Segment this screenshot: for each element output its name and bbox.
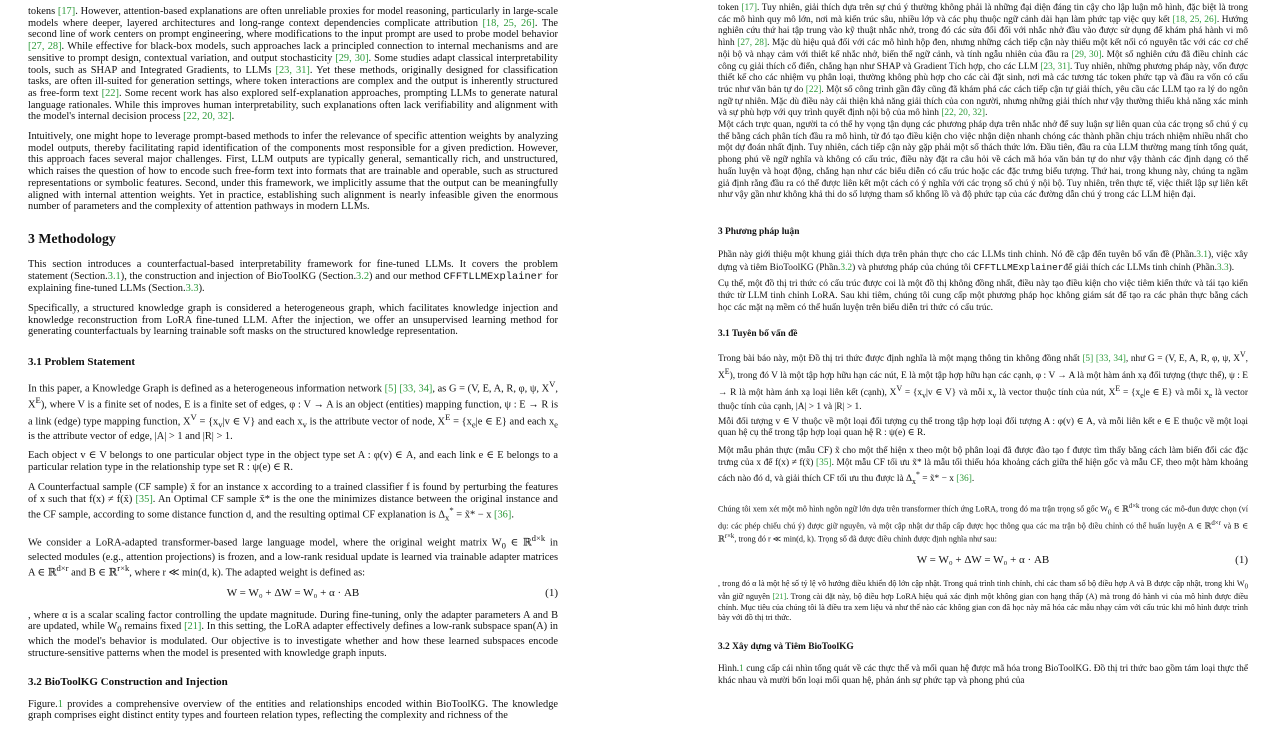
intro-paragraph-1-vi: token [17]. Tuy nhiên, giải thích dựa trên sự chú ý thường không phải là những đại diện đáng tin cậy cho lập luận mô hình, đặc biệt là trong các mô hình quy mô lớn, nơi mà kiến trúc sâu, nhiều lớp và các phụ thuộc ngữ cảnh dài hạn làm phức tạp việc quy kết [18, 25, 26]. Hướng nghiên cứu thứ hai tập trung vào kỹ thuật nhắc nhở, trong đó các sửa đổi đối với nhắc nhở đầu vào được sử dụng để khám phá hành vi mô hình [27, 28]. Mặc dù hiệu quả đối với các mô hình hộp đen, nhưng những cách tiếp cận này thiếu một kết nối có nguyên tắc với các cơ chế nội bộ và nhạy cảm với thiết kế nhắc nhở, biến thể ngữ cảnh, và tính ngẫu nhiên của đầu ra [29, 30]. Một số nghiên cứu đã điều chỉnh các công cụ giải thích cổ điển, chẳng hạn như SHAP và Gradient Tích hợp, cho các LLM [23, 31]. Tuy nhiên, những phương pháp này, vốn được thiết kế cho các nhiệm vụ phân loại, thường không phù hợp cho các cài đặt sinh, nơi mà các tương tác token phức tạp và đầu ra vốn có cấu trúc như văn bản tự do [22]. Một số công trình gần đây cũng đã khám phá các cách tiếp cận tự giải thích, yêu cầu các LLM tạo ra lý do ngôn ngữ tự nhiên. Mặc dù điều này cải thiện khả năng giải thích của con người, nhưng những giải thích như vậy thường thiếu khả năng xác minh và sự phù hợp với quy trình quyết định nội bộ của mô hình [22, 20, 32].	[718, 3, 1248, 119]
equation-1: W = W₀ + ΔW = W₀ + α · AB (1)	[226, 586, 558, 599]
citation-link[interactable]: [5] [33, 34]	[1082, 354, 1126, 365]
method-name-code: CFFTLLMExplainer	[443, 270, 544, 283]
citation-link[interactable]: [22]	[101, 87, 119, 99]
section-heading-methodology-vi: 3 Phương pháp luận	[718, 226, 800, 237]
section-heading-methodology: 3 Methodology	[28, 230, 116, 246]
methodology-paragraph-1-vi: Phần này giới thiệu một khung giải thích dựa trên phản thực cho các LLMs tinh chỉnh. Nó đề cập đến tuyên bố vấn đề (Phần.3.1), việc xây dựng và tiêm BioToolKG (Phần.3.2) và phương pháp của chúng tôi CFFTLLMExplainerđể giải thích các LLMs tinh chỉnh (Phần.3.3).	[718, 249, 1248, 273]
problem-paragraph-4-vi: Chúng tôi xem xét một mô hình ngôn ngữ lớn dựa trên transformer thích ứng LoRA, trong đó ma trận trọng số gốc $W_0$ ∈ ℝ$^{d\times k}$ trong các mô-đun được chọn (ví dụ: các phép chiếu chú ý) được giữ nguyên, và một cập nhật dư thấp cấp được học thông qua các ma trận bộ điều chỉnh có thể huấn luyện A ∈ ℝ$^{d\times r}$ và B ∈ ℝ$^{r\times k}$, trong đó r ≪ min(d, k). Trọng số đã được điều chỉnh được định nghĩa như sau:	[718, 503, 1248, 544]
citation-link[interactable]: [18, 25, 26]	[482, 17, 535, 29]
citation-link[interactable]: [21]	[772, 592, 787, 602]
problem-paragraph-3: A Counterfactual sample (CF sample) x̃ for an instance x according to a trained classifier f is found by perturbing the features of x such that f(x) ≠ f(x̃) [35]. An Optimal CF sample x̃* is the one the minimizes distance between the original instance and the CF sample, according to some distance function d, and the resulting optimal CF explanation is $\Delta_x^*$ = x̃* − x [36].	[28, 481, 558, 523]
section-ref-link[interactable]: 3.2	[356, 270, 370, 282]
citation-link[interactable]: [23, 31]	[1040, 61, 1071, 72]
citation-link[interactable]: [17]	[57, 6, 76, 17]
subsection-heading-problem-statement: 3.1 Problem Statement	[28, 356, 136, 369]
section-ref-link[interactable]: 3.1	[107, 270, 121, 282]
citation-link[interactable]: [27, 28]	[737, 38, 768, 49]
section-ref-link[interactable]: 3.2	[840, 262, 853, 273]
citation-link[interactable]: [23, 31]	[275, 64, 310, 76]
citation-link[interactable]: [29, 30]	[335, 52, 369, 64]
problem-paragraph-1-vi: Trong bài báo này, một Đồ thị tri thức được định nghĩa là một mạng thông tin không đồng nhất [5] [33, 34], như G = (V, E, A, R, φ, ψ, $X^V$, $X^E$), trong đó V là một tập hợp hữu hạn các nút, E là một tập hợp hữu hạn các cạnh, φ : V → A là một hàm ánh xạ đối tượng (thực thể), ψ : E → R là một hàm ánh xạ loại liên kết (cạnh), $X^V = \{x_v|v$ ∈ V} và mỗi $x_v$ là vector thuộc tính của nút, $X^E = \{x_e|e$ ∈ E} và mỗi $x_e$ là vector thuộc tính của cạnh, |A| > 1 và |R| > 1.	[718, 350, 1248, 412]
problem-paragraph-3-vi: Một mẫu phản thực (mẫu CF) x̃ cho một thể hiện x theo một bộ phân loại đã được đào tạo f được tìm thấy bằng cách làm biến đổi các đặc trưng của x để f(x) ≠ f(x̃) [35]. Một mẫu CF tối ưu x̃* là mẫu tối thiểu hóa khoảng cách giữa thể hiện gốc và mẫu CF, theo một hàm khoảng cách nào đó d, và giải thích CF tối ưu thu được là $\Delta_x^*$ = x̃* − x [36].	[718, 445, 1248, 487]
section-ref-link[interactable]: 3.1	[1196, 249, 1208, 260]
method-name-code: CFFTLLMExplainer	[973, 261, 1064, 273]
figure-ref-link[interactable]: 1	[57, 698, 63, 710]
citation-link[interactable]: [22, 20, 32]	[941, 108, 986, 119]
intro-paragraph-2: Intuitively, one might hope to leverage prompt-based methods to infer the relevance of specific attention weights by analyzing model outputs, thereby facilitating rapid identification of the components most responsible for a given prediction. However, this approach faces several major challenges. First, LLM outputs are typically general, semantically rich, and unstructured, which raises the question of how to encode such free-form text into formats that are trainable and operable, such as structured representations or symbolic features. Second, under this framework, we implicitly assume that the output can be meaningfully aligned with internal attention weights. Yet in practice, establishing such alignment is nearly infeasible given the enormous number of parameters and the complexity of attention pathways in modern LLMs.	[28, 131, 558, 213]
section-ref-link[interactable]: 3.3	[185, 283, 199, 295]
subsection-heading-biotoolkg: 3.2 BioToolKG Construction and Injection	[28, 675, 228, 688]
intro-paragraph-1: tokens [17]. However, attention-based explanations are often unreliable proxies for model reasoning, particularly in large-scale models where deeper, layered architectures and long-range context dependencies complicate attribution [18, 25, 26]. The second line of work centers on prompt engineering, where modifications to the input prompt are used to probe model behavior [27, 28]. While effective for black-box models, such approaches lack a principled connection to internal mechanisms and are sensitive to prompt design, contextual variation, and output stochasticity [29, 30]. Some studies adapt classical interpretability tools, such as SHAP and Integrated Gradients, to LLMs [23, 31]. Yet these methods, originally designed for classification tasks, are often ill-suited for generation settings, where token interactions are complex and the output is inherently structured as free-form text [22]. Some recent work has also explored self-explanation approaches, prompting LLMs to generate natural language rationales. While this improves human interpretability, such explanations often lack verifiability and alignment with the model's internal decision process [22, 20, 32].	[28, 6, 558, 123]
equation-1-vi: W = W₀ + ΔW = W₀ + α · AB (1)	[916, 553, 1248, 566]
section-ref-link[interactable]: 3.3	[1216, 262, 1229, 273]
citation-link[interactable]: [18, 25, 26]	[1172, 14, 1217, 25]
methodology-paragraph-2: Specifically, a structured knowledge graph is considered a heterogeneous graph, which facilitates knowledge injection and knowledge reconstruction from LoRA fine-tuned LLM. After the injection, we offer an unsupervised learning method for generating counterfactuals by learning trainable soft masks on the structured knowledge representation.	[28, 303, 558, 338]
citation-link[interactable]: [36]	[494, 509, 512, 521]
subsection-heading-problem-statement-vi: 3.1 Tuyên bố vấn đề	[718, 329, 798, 340]
problem-paragraph-5-vi: , trong đó α là một hệ số tỷ lệ vô hướng điều khiển độ lớn cập nhật. Trong quá trình tinh chỉnh, chỉ các tham số bộ điều hợp A và B được cập nhật, trong khi $W_0$ vẫn giữ nguyên [21]. Trong cài đặt này, bộ điều hợp LoRA hiệu quả xác định một không gian con hạng thấp (A) mà trong đó hành vi của mô hình được điều chỉnh. Mục tiêu của chúng tôi là điều tra xem liệu và như thế nào các không gian con đã học này mã hóa các mẫu nhạy cảm với cấu trúc khi mô hình được trình bày với đồ thị tri thức.	[718, 578, 1248, 622]
citation-link[interactable]: [5] [33, 34]	[384, 383, 433, 395]
english-column	[28, 0, 558, 750]
methodology-paragraph-1: This section introduces a counterfactual-based interpretability framework for fine-tuned LLMs. It covers the problem statement (Section.3.1), the construction and injection of BioToolKG (Section.3.2) and our method CFFTLLMExplainer for explaining fine-tuned LLMs (Section.3.3).	[28, 258, 558, 295]
citation-link[interactable]: [27, 28]	[28, 41, 62, 53]
problem-paragraph-2-vi: Mỗi đối tượng v ∈ V thuộc về một loại đối tượng cụ thể trong tập hợp loại đối tượng A : φ(v) ∈ A, và mỗi liên kết e ∈ E thuộc về một loại quan hệ cụ thể trong tập hợp loại quan hệ R : ψ(e) ∈ R.	[718, 416, 1248, 439]
citation-link[interactable]: [35]	[135, 493, 153, 505]
problem-paragraph-5: , where α is a scalar scaling factor controlling the update magnitude. During fine-tuning, only the adapter parameters A and B are updated, while $W_0$ remains fixed [21]. In this setting, the LoRA adapter effectively defines a low-rank subspace span(A) in which the model's behavior is modulated. Our objective is to investigate whether and how these learned subspaces encode structure-sensitive patterns when the model is presented with knowledge graph inputs.	[28, 609, 558, 659]
citation-link[interactable]: [22, 20, 32]	[183, 111, 232, 123]
problem-paragraph-2: Each object v ∈ V belongs to one particular object type in the object type set A : φ(v) ∈ A, and each link e ∈ E belongs to a particular relation type in the relationship type set R : ψ(e) ∈ R.	[28, 450, 558, 474]
biotoolkg-paragraph-1-vi: Hình.1 cung cấp cái nhìn tổng quát về các thực thể và mối quan hệ được mã hóa trong BioToolKG. Đồ thị tri thức bao gồm tám loại thực thể khác nhau và mười bốn loại mối quan hệ, phản ánh sự phức tạp và phong phú của	[718, 663, 1248, 686]
citation-link[interactable]: [36]	[956, 474, 972, 485]
equation-number: (1)	[545, 586, 558, 599]
citation-link[interactable]: [17]	[741, 3, 757, 13]
citation-link[interactable]: [22]	[805, 84, 822, 95]
citation-link[interactable]: [35]	[816, 457, 832, 468]
problem-paragraph-4: We consider a LoRA-adapted transformer-based large language model, where the original weight matrix $W_0$ ∈ ℝ$^{d\times k}$ in selected modules (e.g., attention projections) is frozen, and a low-rank residual update is learned via trainable adapter matrices A ∈ ℝ$^{d\times r}$ and B ∈ ℝ$^{r\times k}$, where r ≪ min(d, k). The adapted weight is defined as:	[28, 532, 558, 579]
intro-paragraph-2-vi: Một cách trực quan, người ta có thể hy vọng tận dụng các phương pháp dựa trên nhắc nhở để suy luận sự liên quan của các trọng số chú ý cụ thể bằng cách phân tích đầu ra mô hình, từ đó tạo điều kiện cho việc nhận diện nhanh chóng các thành phần chịu trách nhiệm nhiều nhất cho một dự đoán nhất định. Tuy nhiên, cách tiếp cận này gặp phải một số thách thức lớn. Đầu tiên, đầu ra của LLM thường mang tính tổng quát, phong phú về ngữ nghĩa và không có cấu trúc, điều này đặt ra câu hỏi về cách mã hóa văn bản tự do như vậy thành các định dạng có thể huấn luyện và hoạt động, chẳng hạn như các biểu diễn có cấu trúc hoặc các đặc trưng biểu tượng. Thứ hai, trong khung này, chúng ta ngầm giả định rằng đầu ra có thể được liên kết một cách có ý nghĩa với các trọng số chú ý nội bộ. Tuy nhiên, trên thực tế, việc thiết lập sự liên kết như vậy gần như không khả thi do số lượng tham số khổng lồ và độ phức tạp của các đường dẫn chú ý trong các LLM hiện đại.	[718, 120, 1248, 201]
citation-link[interactable]: [29, 30]	[1071, 49, 1102, 60]
citation-link[interactable]: [21]	[184, 621, 202, 633]
equation-number: (1)	[1235, 553, 1248, 566]
figure-ref-link[interactable]: 1	[739, 663, 744, 674]
methodology-paragraph-2-vi: Cụ thể, một đồ thị tri thức có cấu trúc được coi là một đồ thị không đồng nhất, điều này tạo điều kiện cho việc tiêm kiến thức và tái tạo kiến thức từ LLM tinh chỉnh LoRA. Sau khi tiêm, chúng tôi cung cấp một phương pháp học không giám sát để tạo ra các phản thực bằng cách học các mặt nạ mềm có thể huấn luyện trên biểu diễn tri thức có cấu trúc.	[718, 279, 1248, 313]
biotoolkg-paragraph-1: Figure.1 provides a comprehensive overview of the entities and relationships encoded within BioToolKG. The knowledge graph comprises eight distinct entity types and fourteen relation types, reflecting the complexity and richness of the	[28, 698, 558, 722]
vietnamese-column	[718, 0, 1248, 750]
subsection-heading-biotoolkg-vi: 3.2 Xây dựng và Tiêm BioToolKG	[718, 641, 854, 652]
problem-paragraph-1: In this paper, a Knowledge Graph is defined as a heterogeneous information network [5] [33, 34], as G = (V, E, A, R, φ, ψ, $X^V$, $X^E$), where V is a finite set of nodes, E is a finite set of edges, φ : V → A is an object (entities) mapping function, ψ : E → R is a link (edge) type mapping function, $X^V = \{x_v|v$ ∈ V} and each $x_v$ is the attribute vector of node, $X^E = \{x_e|e$ ∈ E} and each $x_e$ is the attribute vector of edge, |A| > 1 and |R| > 1.	[28, 379, 558, 442]
